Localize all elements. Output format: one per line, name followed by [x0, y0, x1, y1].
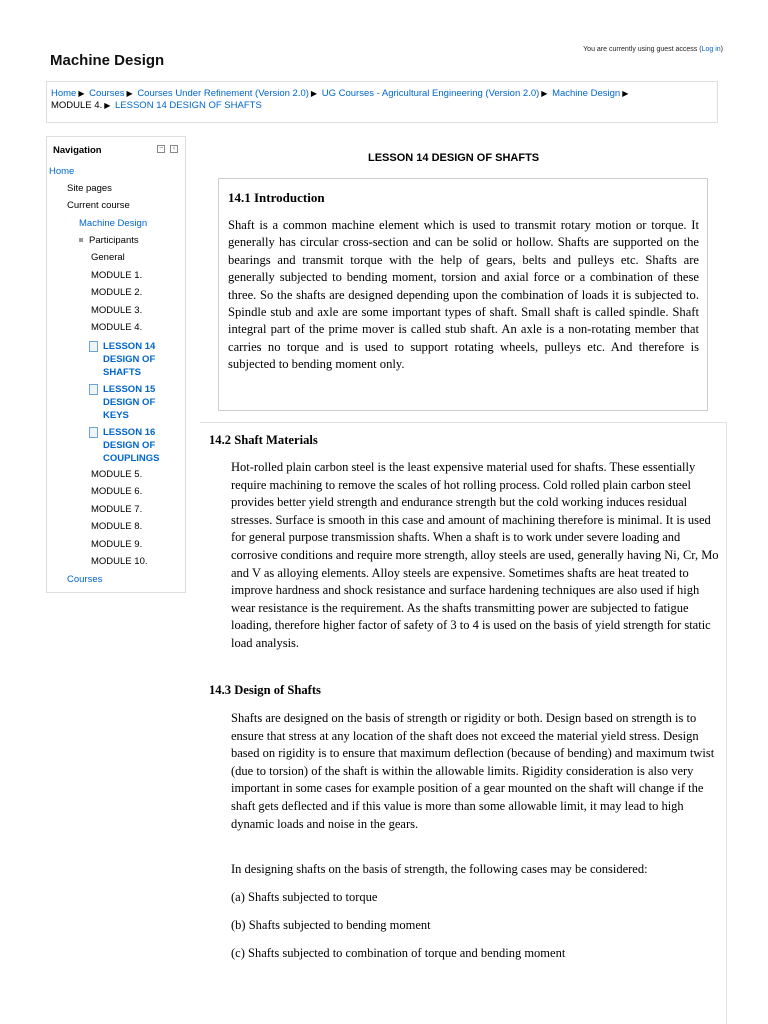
breadcrumb-machine-design[interactable]: Machine Design — [552, 88, 621, 99]
nav-lesson-15-label: LESSON 15 DESIGN OF KEYS — [103, 384, 156, 421]
nav-module-3[interactable]: MODULE 3. — [91, 305, 143, 316]
materials-heading: 14.2 Shaft Materials — [209, 433, 318, 447]
nav-module-1[interactable]: MODULE 1. — [91, 270, 143, 281]
document-icon — [89, 427, 98, 438]
design-case-item: (b) Shafts subjected to bending moment — [231, 918, 431, 932]
nav-module-5[interactable]: MODULE 5. — [91, 469, 143, 480]
nav-current-course[interactable]: Current course — [67, 200, 130, 211]
document-icon — [89, 341, 98, 352]
breadcrumb-separator: ▶ — [78, 89, 85, 98]
minus-icon[interactable]: − — [158, 145, 164, 152]
nav-module-10[interactable]: MODULE 10. — [91, 556, 148, 567]
navigation-block — [46, 136, 186, 593]
nav-machine-design[interactable]: Machine Design — [79, 218, 148, 229]
nav-home[interactable]: Home — [49, 166, 75, 177]
nav-courses[interactable]: Courses — [67, 574, 103, 585]
login-prefix: You are currently using guest access ( — [583, 46, 702, 53]
breadcrumb-courses[interactable]: Courses — [89, 88, 125, 99]
nav-module-7[interactable]: MODULE 7. — [91, 504, 143, 515]
intro-paragraph: Shaft is a common machine element which is used to transmit rotary motion or torque. It generally has circular cross-section and can be solid or hollow. Shafts are supported on the bearings and transmit torque with the help of gears, belts and pulleys etc. Shafts are generally subjected to bending moment, torsion and axial force or a combination of these three. So the shafts are designed depending upon the combination of loads it is subjected to. Spindle stub and axle are some important types of shaft. Small shaft is called spindle. Shaft integral part of the prime mover is called stub shaft. An axle is a non-rotating member that carries no torque and is used to support rotating wheels, pulleys etc. And therefore is subjected to bending moment only. — [228, 218, 699, 372]
breadcrumb-lesson[interactable]: LESSON 14 DESIGN OF SHAFTS — [115, 100, 262, 111]
design-cases-intro: In designing shafts on the basis of strength, the following cases may be considered: — [231, 862, 648, 876]
nav-module-6[interactable]: MODULE 6. — [91, 486, 143, 497]
breadcrumb — [46, 81, 718, 123]
breadcrumb-ug-courses[interactable]: UG Courses - Agricultural Engineering (Version 2.0) — [321, 88, 540, 99]
breadcrumb-separator: ▶ — [104, 101, 111, 110]
breadcrumb-module: MODULE 4. — [51, 100, 103, 111]
breadcrumb-separator: ▶ — [310, 89, 318, 98]
document-icon — [89, 384, 98, 395]
breadcrumb-home[interactable]: Home — [51, 88, 77, 99]
design-case-item: (a) Shafts subjected to torque — [231, 890, 378, 904]
breadcrumb-courses-under-refinement[interactable]: Courses Under Refinement (Version 2.0) — [137, 88, 309, 99]
login-link[interactable]: Log in — [701, 46, 721, 53]
intro-section — [218, 178, 708, 411]
navigation-header: Navigation — [53, 145, 102, 156]
dock-icon[interactable]: ‹ — [170, 145, 178, 153]
nav-general[interactable]: General — [91, 252, 125, 263]
nav-lesson-14-label: LESSON 14 DESIGN OF SHAFTS — [103, 341, 156, 378]
nav-participants[interactable] — [79, 235, 139, 247]
breadcrumb-separator: ▶ — [541, 89, 548, 98]
page-title: LESSON 14 DESIGN OF SHAFTS — [368, 152, 540, 164]
nav-module-9[interactable]: MODULE 9. — [91, 539, 143, 550]
design-paragraph: Shafts are designed on the basis of strength or rigidity or both. Design based on strength is to ensure that stress at any location of the shaft does not exceed the material yield stress. Design based on rigidity is to ensure that maximum deflection (because of bending) and maximum twist (due to torsion) of the shaft is within the allowable limits. Rigidity consideration is also very important in some cases for example position of a gear mounted on the shaft will change if the shaft gets deflected and if this value is more than some allowable limit, it may lead to high dynamic loads and noise in the gears. — [231, 711, 715, 831]
nav-site-pages[interactable]: Site pages — [67, 183, 112, 194]
intro-heading: 14.1 Introduction — [228, 190, 325, 205]
design-heading: 14.3 Design of Shafts — [209, 683, 321, 697]
design-case-item: (c) Shafts subjected to combination of torque and bending moment — [231, 946, 566, 960]
nav-module-4[interactable]: MODULE 4. — [91, 322, 143, 333]
nav-participants-label: Participants — [89, 235, 139, 246]
login-suffix: ) — [720, 46, 723, 53]
bullet-icon — [79, 238, 83, 242]
site-title: Machine Design — [50, 52, 165, 69]
materials-paragraph: Hot-rolled plain carbon steel is the least expensive material used for shafts. These essentially require machining to remove the scales of hot rolling process. Cold rolled plain carbon steel provides better yield strength and endurance strength but the cold working induces residual stresses. Surface is smooth in this case and amount of machining therefore is minimal. It is used for general purpose transmission shafts. When a shaft is to work under severe loading and corrosive conditions and require more strength, alloy steels are used, generally having Ni, Cr, Mo and V as alloying elements. Alloy steels are expensive. Sometimes shafts are heat treated to improve hardness and shock resistance and surface hardening techniques are also used if high wear resistance is the requirement. As the shafts transmitting power are subjected to fatigue loading, therefore higher factor of safety of 3 to 4 is used on the basis of yield strength for static load analysis. — [231, 460, 719, 650]
login-info — [583, 46, 723, 53]
nav-module-8[interactable]: MODULE 8. — [91, 521, 143, 532]
breadcrumb-separator: ▶ — [126, 89, 133, 98]
content-section — [200, 422, 727, 1024]
breadcrumb-separator: ▶ — [622, 89, 629, 98]
nav-lesson-16-label: LESSON 16 DESIGN OF COUPLINGS — [103, 427, 160, 464]
nav-module-2[interactable]: MODULE 2. — [91, 287, 143, 298]
